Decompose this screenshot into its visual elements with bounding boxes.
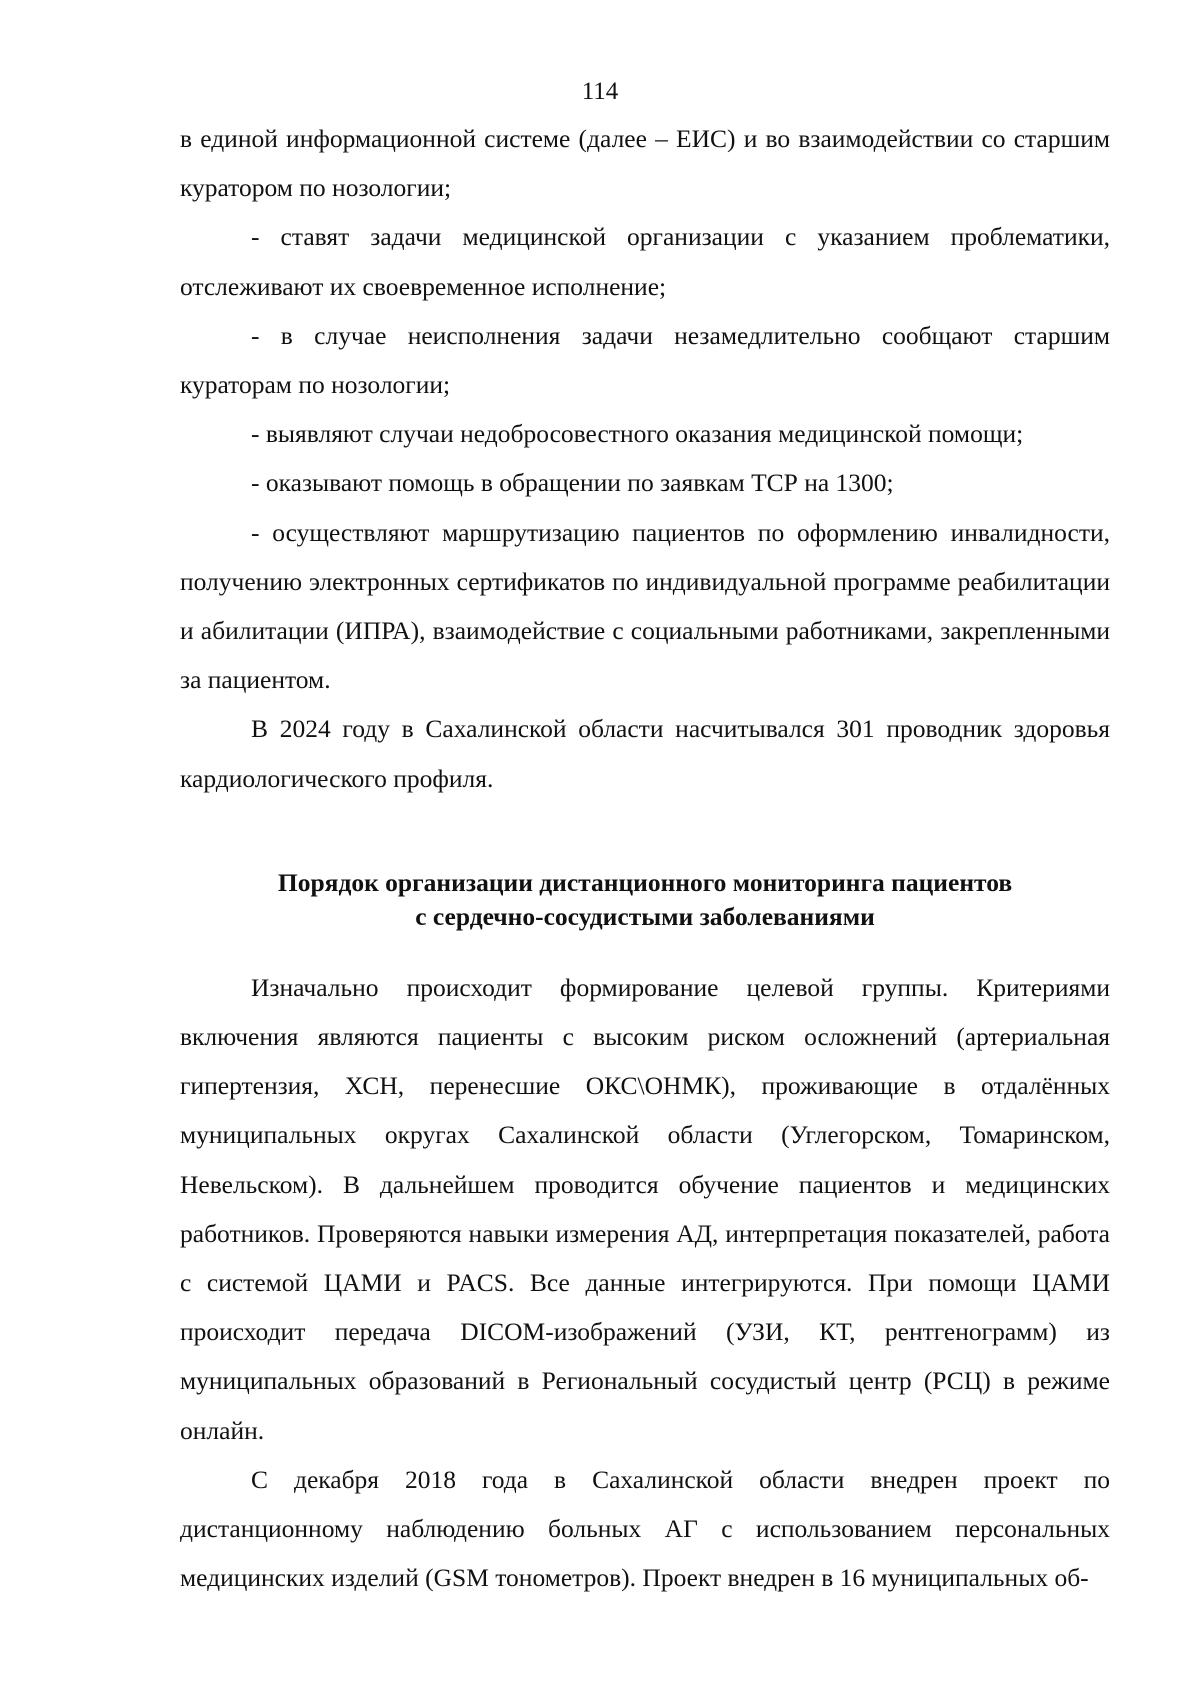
page-number: 114	[581, 78, 619, 105]
paragraph-health-guides-2024: В 2024 году в Сахалинской области насчитывался 301 проводник здоровья кардиологического профиля.	[180, 714, 1110, 793]
section-heading-line-2: с сердечно-сосудистыми заболеваниями	[415, 901, 875, 931]
list-item-routing: - осуществляют маршрутизацию пациентов по оформлению инвалидности, получению электронных сертификатов по индивидуальной программе реабилитации и абилитации (ИПРА), взаимодействие с социальными работниками, закрепленными за пациентом.	[180, 517, 1110, 695]
list-item-tsr-help: - оказывают помощь в обращении по заявкам ТСР на 1300;	[251, 468, 894, 498]
list-item-set-tasks: - ставят задачи медицинской организации с указанием проблематики, отслеживают их своевременное исполнение;	[180, 222, 1110, 301]
list-item-detect-cases: - выявляют случаи недобросовестного оказания медицинской помощи;	[251, 419, 1024, 449]
paragraph-remote-monitoring-project: С декабря 2018 года в Сахалинской области внедрен проект по дистанционному наблюдению больных АГ с использованием персональных медицинских изделий (GSM тонометров). Проект внедрен в 16 муниципальных об-	[180, 1464, 1110, 1593]
list-item-report-failures: - в случае неисполнения задачи незамедлительно сообщают старшим кураторам по нозологии;	[180, 320, 1110, 400]
paragraph-eis-continuation: в единой информационной системе (далее – ЕИС) и во взаимодействии со старшим куратором по нозологии;	[180, 124, 1110, 203]
section-heading-line-1: Порядок организации дистанционного мониторинга пациентов	[277, 867, 1013, 897]
section-heading	[180, 866, 1110, 934]
document-body	[180, 114, 1110, 1602]
paragraph-target-group: Изначально происходит формирование целевой группы. Критериями включения являются пациенты с высоким риском осложнений (артериальная гипертензия, ХСН, перенесшие ОКС\ОНМК), проживающие в отдалённых муниципальных округах Сахалинской области (Углегорском, Томаринском, Невельском). В дальнейшем проводится обучение пациентов и медицинских работников. Проверяются навыки измерения АД, интерпретация показателей, работа с системой ЦАМИ и PACS. Все данные интегрируются. При помощи ЦАМИ происходит передача DICOM-изображений (УЗИ, КТ, рентгенограмм) из муниципальных образований в Региональный сосудистый центр (РСЦ) в режиме онлайн.	[180, 972, 1110, 1445]
